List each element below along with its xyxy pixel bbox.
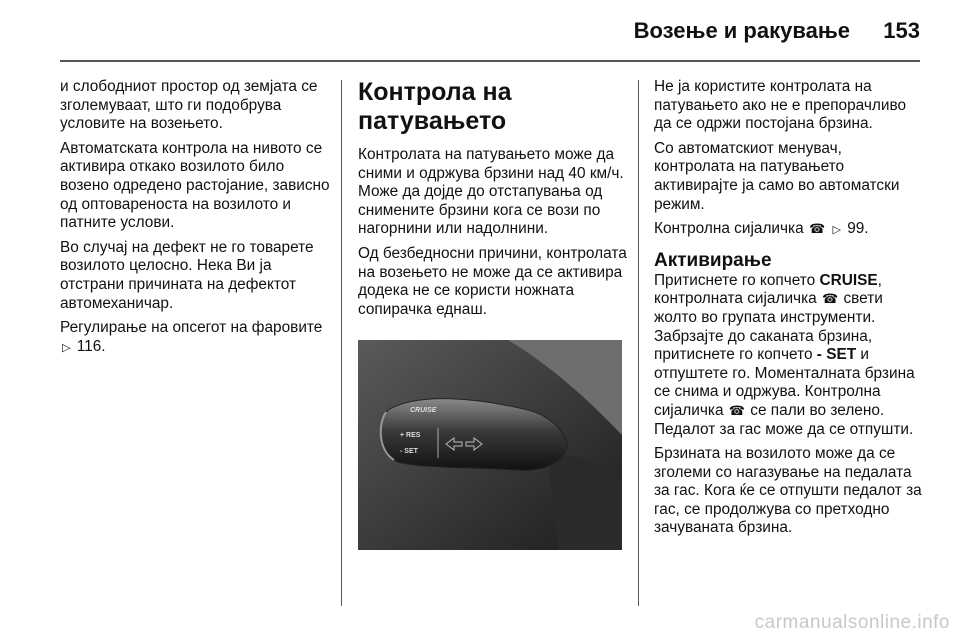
cruise-switch-label: CRUISE	[410, 407, 437, 414]
res-label: + RES	[400, 432, 421, 439]
header-rule	[60, 60, 920, 62]
page-number: 153	[883, 18, 920, 43]
text-run: свети жолто во групата инструменти. Забрзајте до саканата брзина, притиснете го копчето	[654, 290, 883, 364]
text-run: Притиснете го копчето	[654, 271, 816, 289]
page-ref-arrow-icon: ▷	[62, 341, 71, 354]
cruise-control-lamp-icon: ☎	[728, 402, 745, 418]
paragraph: и слободниот простор од земјата се зголемуваат, што ги подобрува условите на возењето.	[60, 78, 318, 133]
column-3	[654, 78, 924, 544]
column-divider-1	[341, 80, 342, 606]
text-run: се пали во зелено. Педалот за гас може да се отпушти.	[654, 401, 914, 438]
cruise-control-lamp-icon: ☎	[822, 291, 839, 307]
page-reference-link[interactable]: 99.	[847, 220, 869, 238]
section-heading: Контрола на патувањето	[358, 78, 512, 135]
cruise-control-lamp-icon: ☎	[808, 221, 826, 237]
cross-ref-text: Регулирање на опсегот на фаровите	[60, 319, 323, 337]
cruise-control-lever-illustration	[358, 340, 622, 550]
column-1	[60, 78, 330, 363]
text-run: и отпуштете го. Моменталната брзина се снима и одржува. Контролна сијаличка	[654, 346, 915, 419]
column-2	[358, 78, 628, 325]
cross-ref-text: Контролна сијаличка	[654, 220, 804, 238]
subsection-heading: Активирање	[654, 249, 772, 271]
paragraph: Брзината на возилото може да се зголеми со нагазување на педалата за гас. Кога ќе се отпушти педалот за гас, се продолжува со претходно зачуваната брзина.	[654, 445, 922, 537]
column-divider-2	[638, 80, 639, 606]
paragraph: Во случај на дефект не го товарете возилото целосно. Нека Ви ја отстрани причината на дефектот автомеханичар.	[60, 238, 314, 312]
page-reference-link[interactable]: 116.	[76, 337, 106, 355]
paragraph	[654, 272, 924, 439]
lever-drawing	[358, 340, 622, 550]
text-run: , контролната сијаличка	[654, 271, 882, 308]
paragraph: Контролата на патувањето може да сними и одржува брзини над 40 км/ч. Може да дојде до отстапувања од снимените брзини кога се вози по нагорнини или надолнини.	[358, 146, 624, 238]
cruise-button-name: CRUISE	[819, 271, 878, 289]
set-button-name: - SET	[816, 346, 857, 364]
page-ref-arrow-icon: ▷	[832, 224, 841, 237]
set-label: - SET	[400, 448, 418, 455]
watermark: carmanualsonline.info	[754, 612, 950, 633]
paragraph: Од безбедносни причини, контролата на возењето не може да се активира додека не се користи ножната сопирачка еднаш.	[358, 244, 627, 318]
chapter-title: Возење и ракување	[633, 18, 850, 43]
paragraph: Автоматската контрола на нивото се активира откако возилото било возено одредено растојание, зависно од оптовареноста на возилото и патните услови.	[60, 139, 330, 232]
paragraph: Со автоматскиот менувач, контролата на патувањето активирајте ја само во автоматски режим.	[654, 139, 900, 213]
paragraph	[60, 319, 330, 357]
paragraph	[654, 220, 924, 240]
paragraph: Не ја користите контролата на патувањето ако не е препорачливо да се одржи постојана брзина.	[654, 78, 907, 133]
